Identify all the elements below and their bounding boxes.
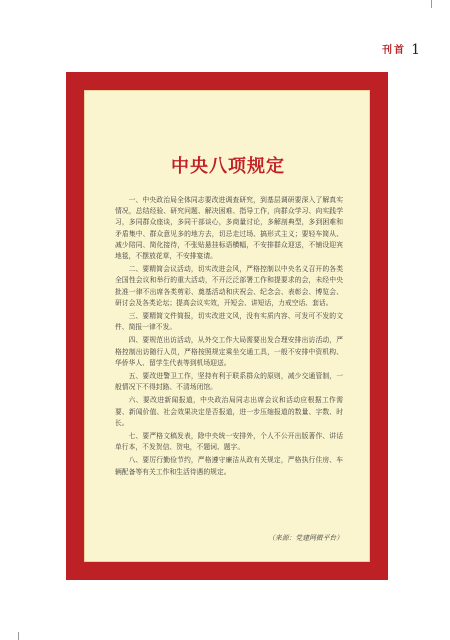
page-header (0, 44, 450, 60)
paragraph-3: 三、要精简文件简报，切实改进文风，没有实质内容、可发可不发的文件、简报一律不发。 (115, 312, 343, 332)
page-number: 1 (411, 42, 420, 58)
crop-mark-bottom-left (10, 632, 19, 640)
content-panel (84, 90, 370, 562)
paragraph-8: 八、要厉行勤俭节约，严格遵守廉洁从政有关规定，严格执行住房、车辆配备等有关工作和生活待遇的规定。 (115, 456, 343, 476)
paragraph-4: 四、要规范出访活动，从外交工作大局需要出发合理安排出访活动，严格控制出访随行人员，严格按照规定乘坐交通工具，一般不安排中资机构、华侨华人、留学生代表等到机场迎送。 (115, 336, 343, 367)
paragraph-7: 七、要严格文稿发表，除中央统一安排外，个人不公开出版著作、讲话单行本，不发贺信、贺电，不题词、题字。 (115, 432, 343, 452)
crop-mark-top-right (431, 0, 440, 8)
paragraph-5: 五、要改进警卫工作，坚持有利于联系群众的原则，减少交通管制，一般情况下不得封路、不清场闭馆。 (115, 372, 343, 392)
document-body (115, 195, 343, 480)
section-label: 刊首 (382, 45, 406, 56)
document-title: 中央八项规定 (171, 156, 285, 177)
paragraph-2: 二、要精简会议活动，切实改进会风，严格控制以中央名义召开的各类全国性会议和举行的重大活动，不开泛泛部署工作和提要求的会，未经中央批准一律不出席各类剪彩、奠基活动和庆祝会、纪念会、表彰会、博览会、研讨会及各类论坛；提高会议实效，开短会、讲短话，力戒空话、套话。 (115, 265, 343, 307)
paragraph-1: 一、中央政治局全体同志要改进调查研究，到基层调研要深入了解真实情况，总结经验、研究问题、解决困难、指导工作，向群众学习、向实践学习，多同群众座谈，多同干部谈心，多商量讨论，多解剖典型，多到困难和矛盾集中、群众意见多的地方去，切忌走过场、搞形式主义；要轻车简从、减少陪同、简化接待，不张贴悬挂标语横幅，不安排群众迎送，不铺设迎宾地毯，不摆放花草，不安排宴请。 (115, 196, 343, 261)
paragraph-6: 六、要改进新闻报道，中央政治局同志出席会议和活动应根据工作需要、新闻价值、社会效果决定是否报道，进一步压缩报道的数量、字数、时长。 (115, 396, 343, 427)
source-attribution: （来源：党建网微平台） (268, 534, 343, 542)
red-border-frame (66, 72, 388, 580)
